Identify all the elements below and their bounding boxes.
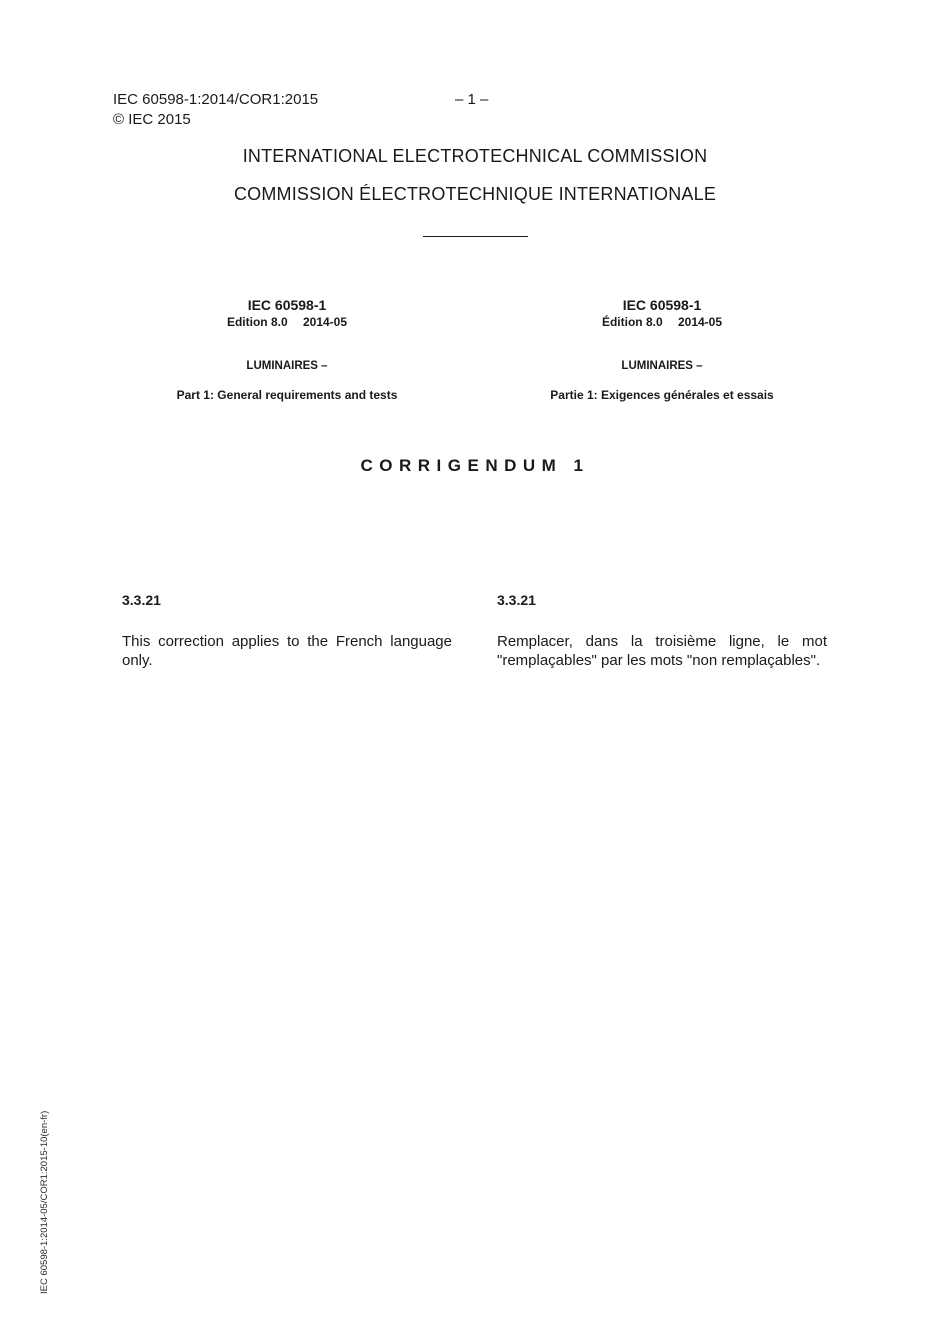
standard-title-english: LUMINAIRES – xyxy=(246,360,328,372)
standard-edition-english: Edition 8.0 2014-05 xyxy=(226,315,348,329)
standard-edition-french: Édition 8.0 2014-05 xyxy=(601,315,723,329)
page-number: – 1 – xyxy=(455,91,489,108)
clause-number-french: 3.3.21 xyxy=(497,592,536,608)
document-reference: IEC 60598-1:2014/COR1:2015 xyxy=(113,91,319,108)
organization-name-english: INTERNATIONAL ELECTROTECHNICAL COMMISSION xyxy=(242,146,708,166)
correction-text-english: This correction applies to the French language only. xyxy=(122,633,452,669)
organization-name-french: COMMISSION ÉLECTROTECHNIQUE INTERNATIONALE xyxy=(233,184,717,204)
correction-text-french: Remplacer, dans la troisième ligne, le mot "remplaçables" par les mots "non remplaçables". xyxy=(497,633,827,669)
clause-number-english: 3.3.21 xyxy=(122,592,161,608)
standard-title-french: LUMINAIRES – xyxy=(621,360,703,372)
standard-number-french: IEC 60598-1 xyxy=(622,297,702,313)
copyright-notice: © IEC 2015 xyxy=(113,111,191,128)
document-code-sidebar: IEC 60598-1:2014-05/COR1:2015-10(en-fr) xyxy=(39,1110,50,1294)
standard-part-french: Partie 1: Exigences générales et essais xyxy=(550,388,774,402)
standard-number-english: IEC 60598-1 xyxy=(247,297,327,313)
corrigendum-title: CORRIGENDUM 1 xyxy=(360,456,590,475)
title-divider xyxy=(423,236,528,237)
standard-part-english: Part 1: General requirements and tests xyxy=(176,388,398,402)
